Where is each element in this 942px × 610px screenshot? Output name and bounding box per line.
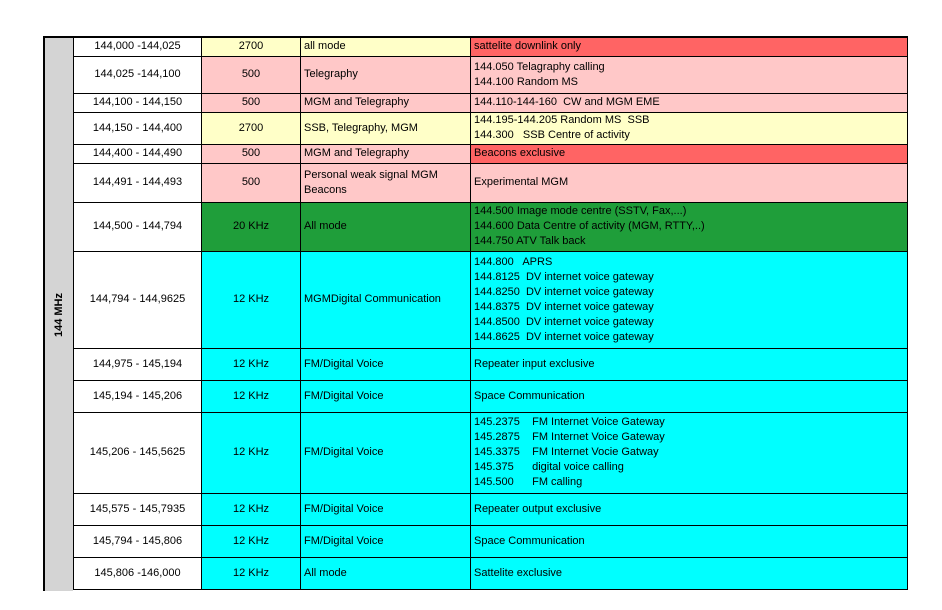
table-row — [74, 251, 908, 348]
table-row — [74, 493, 908, 525]
frequency-cell: 145,806 -146,000 — [74, 557, 202, 589]
bandwidth-cell: 12 KHz — [202, 525, 301, 557]
usage-cell — [471, 93, 908, 112]
usage-cell — [471, 525, 908, 557]
band-plan-table — [73, 36, 908, 590]
usage-line: sattelite downlink only — [474, 40, 582, 53]
table-row — [74, 144, 908, 163]
band-column — [43, 36, 73, 591]
bandwidth-cell: 500 — [202, 93, 301, 112]
frequency-cell: 144,100 - 144,150 — [74, 93, 202, 112]
usage-line: 145.500 FM calling — [474, 476, 583, 488]
table-row — [74, 37, 908, 56]
usage-line: 144.500 Image mode centre (SSTV, Fax,...) — [474, 205, 687, 217]
band-plan-body — [74, 37, 908, 589]
usage-line: 144.750 ATV Talk back — [474, 235, 586, 247]
usage-line: 144.050 Telagraphy calling — [474, 60, 605, 73]
usage-line: 145.3375 FM Internet Vocie Gatway — [474, 446, 659, 458]
table-row — [74, 163, 908, 202]
mode-cell: Telegraphy — [301, 56, 471, 93]
bandwidth-cell: 500 — [202, 144, 301, 163]
usage-line: Experimental MGM — [474, 176, 569, 188]
usage-line: Repeater input exclusive — [474, 357, 595, 370]
usage-cell — [471, 493, 908, 525]
usage-cell — [471, 56, 908, 93]
frequency-cell: 145,575 - 145,7935 — [74, 493, 202, 525]
mode-cell: FM/Digital Voice — [301, 525, 471, 557]
bandwidth-cell: 20 KHz — [202, 202, 301, 251]
table-row — [74, 112, 908, 144]
usage-cell — [471, 251, 908, 348]
frequency-cell: 144,794 - 144,9625 — [74, 251, 202, 348]
usage-cell — [471, 202, 908, 251]
usage-line: 144.8250 DV internet voice gateway — [474, 285, 654, 298]
frequency-cell: 144,491 - 144,493 — [74, 163, 202, 202]
usage-cell — [471, 112, 908, 144]
frequency-cell: 144,000 -144,025 — [74, 37, 202, 56]
usage-cell — [471, 412, 908, 493]
usage-cell — [471, 348, 908, 380]
frequency-cell: 144,150 - 144,400 — [74, 112, 202, 144]
mode-cell: MGM and Telegraphy — [301, 144, 471, 163]
table-row — [74, 348, 908, 380]
mode-cell: FM/Digital Voice — [301, 412, 471, 493]
bandwidth-cell: 12 KHz — [202, 493, 301, 525]
table-row — [74, 380, 908, 412]
mode-cell: All mode — [301, 557, 471, 589]
usage-line: Repeater output exclusive — [474, 502, 602, 515]
band-label: 144 MHz — [53, 292, 65, 337]
frequency-cell: 144,500 - 144,794 — [74, 202, 202, 251]
usage-cell — [471, 163, 908, 202]
frequency-cell: 144,975 - 145,194 — [74, 348, 202, 380]
table-row — [74, 202, 908, 251]
mode-cell: FM/Digital Voice — [301, 348, 471, 380]
mode-cell: MGM and Telegraphy — [301, 93, 471, 112]
usage-line: 144.800 APRS — [474, 255, 553, 268]
mode-cell: FM/Digital Voice — [301, 380, 471, 412]
usage-cell — [471, 380, 908, 412]
usage-line: Sattelite exclusive — [474, 566, 563, 579]
table-row — [74, 525, 908, 557]
bandwidth-cell: 2700 — [202, 112, 301, 144]
table-row — [74, 412, 908, 493]
bandwidth-cell: 2700 — [202, 37, 301, 56]
usage-line: 144.8625 DV internet voice gateway — [474, 330, 654, 343]
usage-line: Space Communication — [474, 534, 585, 547]
usage-line: Space Communication — [474, 389, 585, 402]
usage-line: 144.8375 DV internet voice gateway — [474, 300, 654, 313]
bandwidth-cell: 12 KHz — [202, 251, 301, 348]
usage-line: 144.110-144-160 CW and MGM EME — [474, 96, 660, 108]
frequency-cell: 145,206 - 145,5625 — [74, 412, 202, 493]
mode-cell: Personal weak signal MGM Beacons — [301, 163, 471, 202]
usage-cell — [471, 37, 908, 56]
bandwidth-cell: 500 — [202, 56, 301, 93]
usage-line: 145.375 digital voice calling — [474, 461, 624, 473]
mode-cell: all mode — [301, 37, 471, 56]
table-row — [74, 56, 908, 93]
frequency-cell: 145,794 - 145,806 — [74, 525, 202, 557]
usage-line: 144.195-144.205 Random MS SSB — [474, 114, 650, 126]
usage-line: Beacons exclusive — [474, 147, 566, 159]
usage-cell — [471, 144, 908, 163]
usage-line: 144.8500 DV internet voice gateway — [474, 315, 654, 328]
usage-line: 144.100 Random MS — [474, 75, 578, 88]
table-row — [74, 557, 908, 589]
bandwidth-cell: 12 KHz — [202, 412, 301, 493]
frequency-cell: 144,025 -144,100 — [74, 56, 202, 93]
usage-line: 144.300 SSB Centre of activity — [474, 129, 630, 141]
usage-line: 145.2875 FM Internet Voice Gateway — [474, 431, 665, 443]
frequency-cell: 145,194 - 145,206 — [74, 380, 202, 412]
usage-line: 144.600 Data Centre of activity (MGM, RTTY,..) — [474, 220, 705, 232]
bandwidth-cell: 12 KHz — [202, 380, 301, 412]
usage-cell — [471, 557, 908, 589]
bandwidth-cell: 500 — [202, 163, 301, 202]
table-row — [74, 93, 908, 112]
bandwidth-cell: 12 KHz — [202, 348, 301, 380]
mode-cell: SSB, Telegraphy, MGM — [301, 112, 471, 144]
usage-line: 145.2375 FM Internet Voice Gateway — [474, 416, 665, 428]
mode-cell: All mode — [301, 202, 471, 251]
usage-line: 144.8125 DV internet voice gateway — [474, 270, 654, 283]
bandwidth-cell: 12 KHz — [202, 557, 301, 589]
frequency-cell: 144,400 - 144,490 — [74, 144, 202, 163]
mode-cell: FM/Digital Voice — [301, 493, 471, 525]
mode-cell: MGMDigital Communication — [301, 251, 471, 348]
